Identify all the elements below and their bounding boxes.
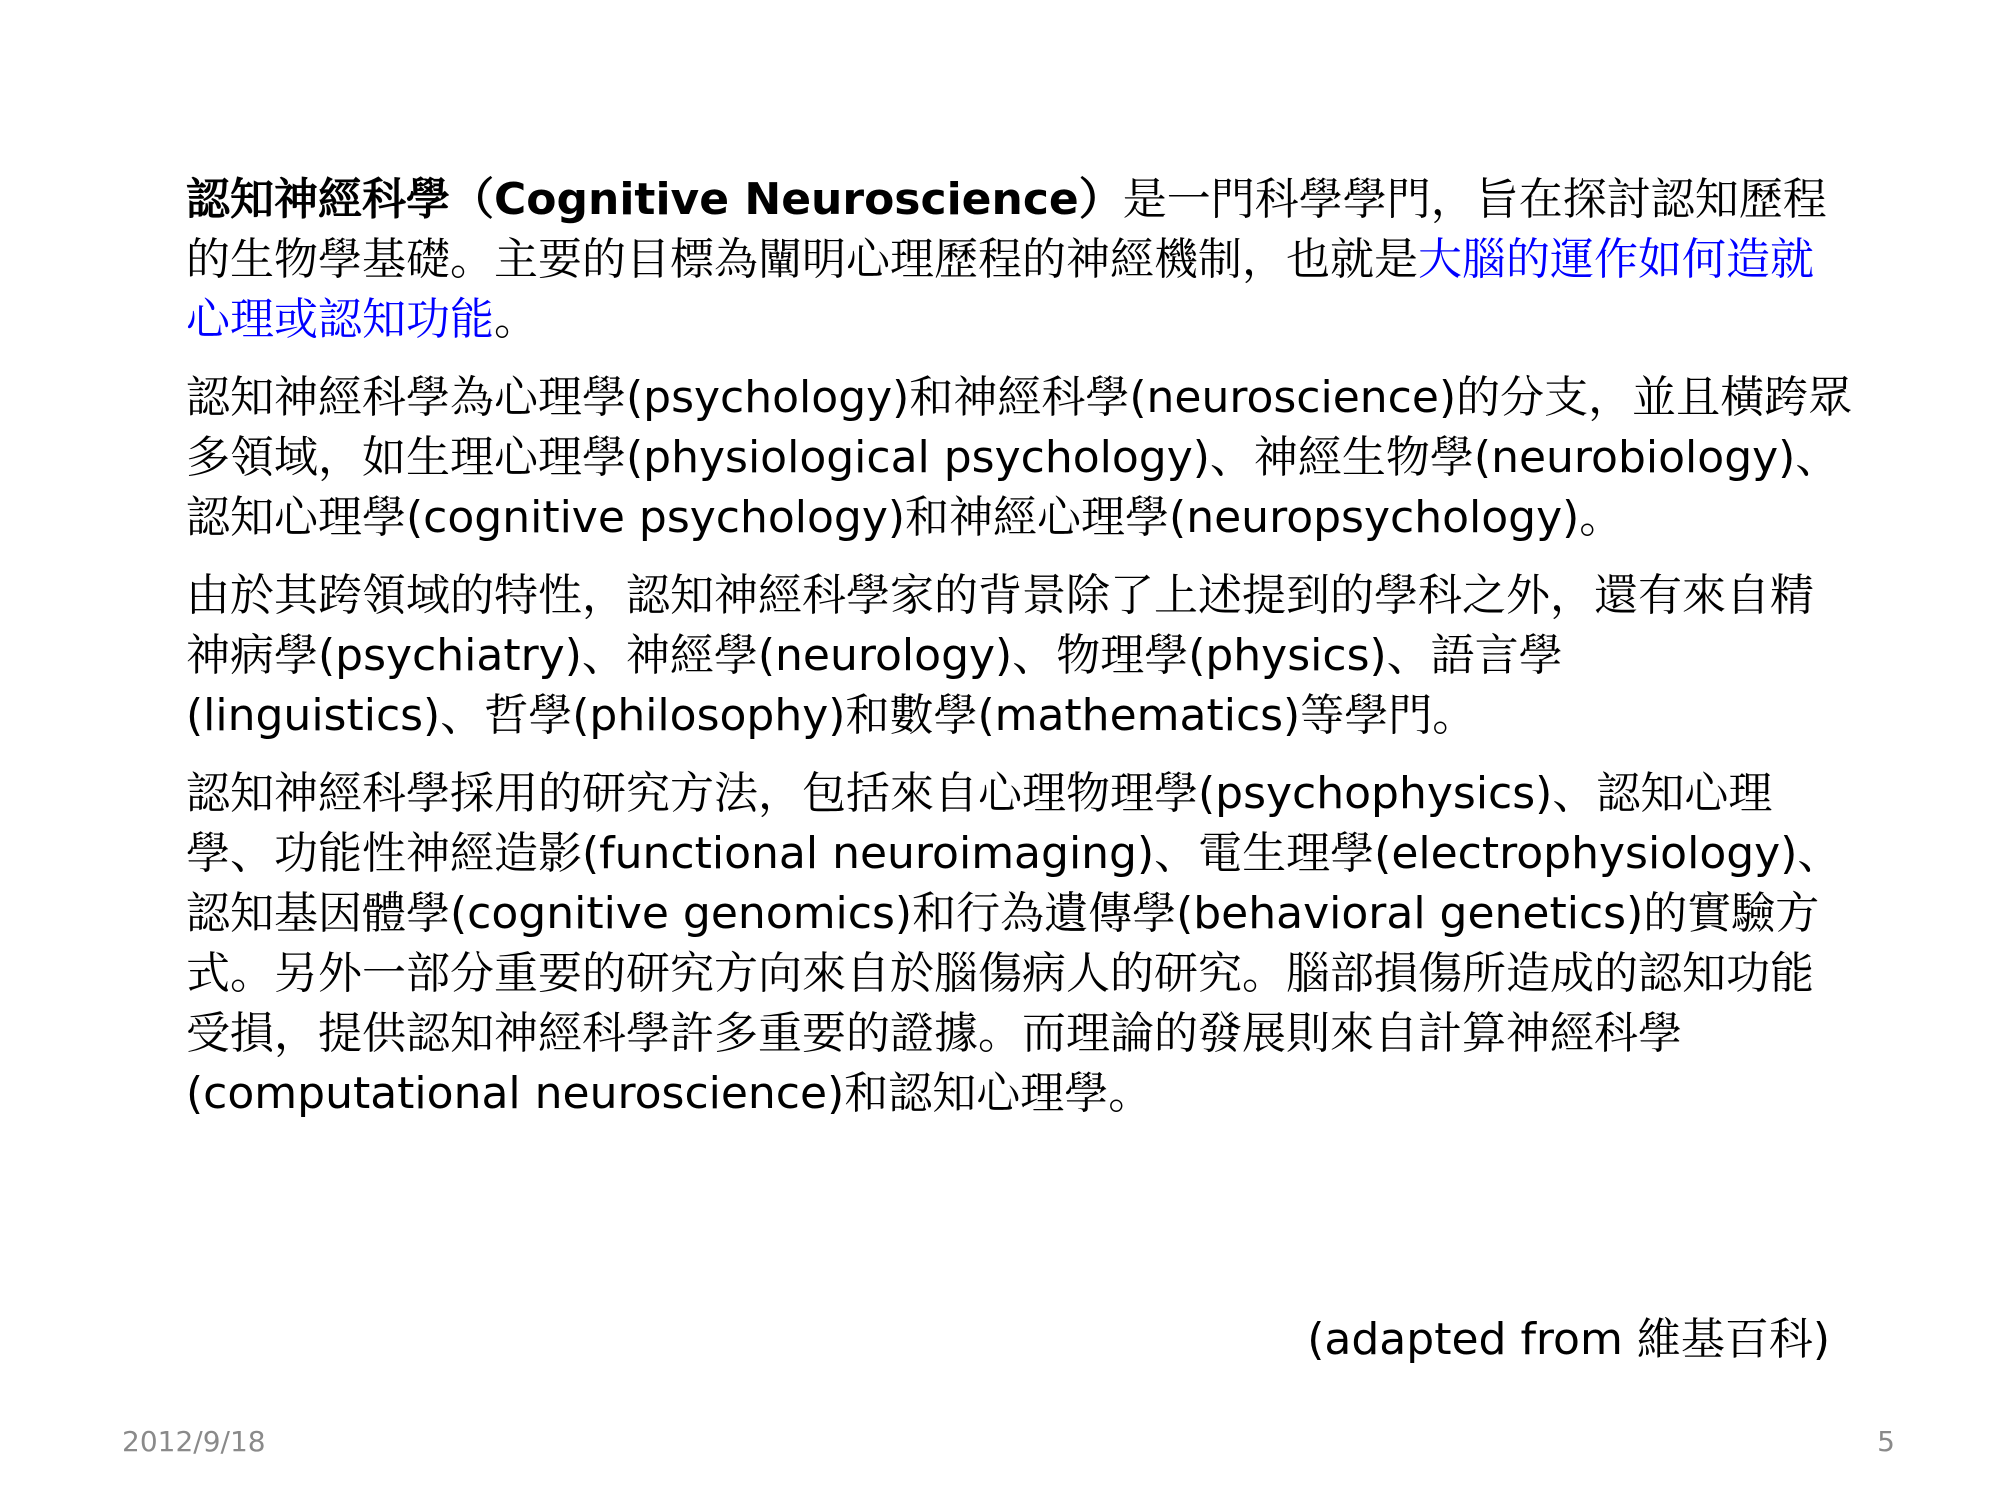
footer-date: 2012/9/18 — [122, 1425, 266, 1458]
paragraph-methods: 認知神經科學採用的研究方法，包括來自心理物理學(psychophysics)、認知心理學、功能性神經造影(functional neuroimaging)、電生理學(electrophysiology)、認知基因體學(cognitive genomics)和行為遺傳學(behavioral genetics)的實驗方式。另外一部分重要的研究方向來自於腦傷病人的研究。腦部損傷所造成的認知功能受損，提供認知神經科學許多重要的證據。而理論的發展則來自計算神經科學(computational neuroscience)和認知心理學。 — [186, 768, 1842, 1119]
definition-text: 是一門科學學門，旨在探討認知歷程的生物學基礎。主要的目標為闡明心理歷程的神經機制，也就是 — [186, 174, 1827, 285]
page-number: 5 — [1877, 1425, 1895, 1458]
highlighted-phrase: 大腦的運作如何造就心理或認知功能 — [186, 234, 1814, 345]
term-cognitive-neuroscience: 認知神經科學（Cognitive Neuroscience） — [186, 174, 1123, 225]
paragraph-branches: 認知神經科學為心理學(psychology)和神經科學(neuroscience)的分支，並且橫跨眾多領域，如生理心理學(physiological psychology)、神經生物學(neurobiology)、認知心理學(cognitive psychology)和神經心理學(neuropsychology)。 — [186, 372, 1853, 543]
paragraph-definition — [186, 170, 1856, 350]
slide-body — [186, 170, 1856, 1142]
source-attribution: (adapted from 維基百科) — [1307, 1314, 1830, 1365]
paragraph-backgrounds: 由於其跨領域的特性，認知神經科學家的背景除了上述提到的學科之外，還有來自精神病學(psychiatry)、神經學(neurology)、物理學(physics)、語言學(linguistics)、哲學(philosophy)和數學(mathematics)等學門。 — [186, 570, 1814, 741]
definition-end: 。 — [494, 294, 538, 345]
